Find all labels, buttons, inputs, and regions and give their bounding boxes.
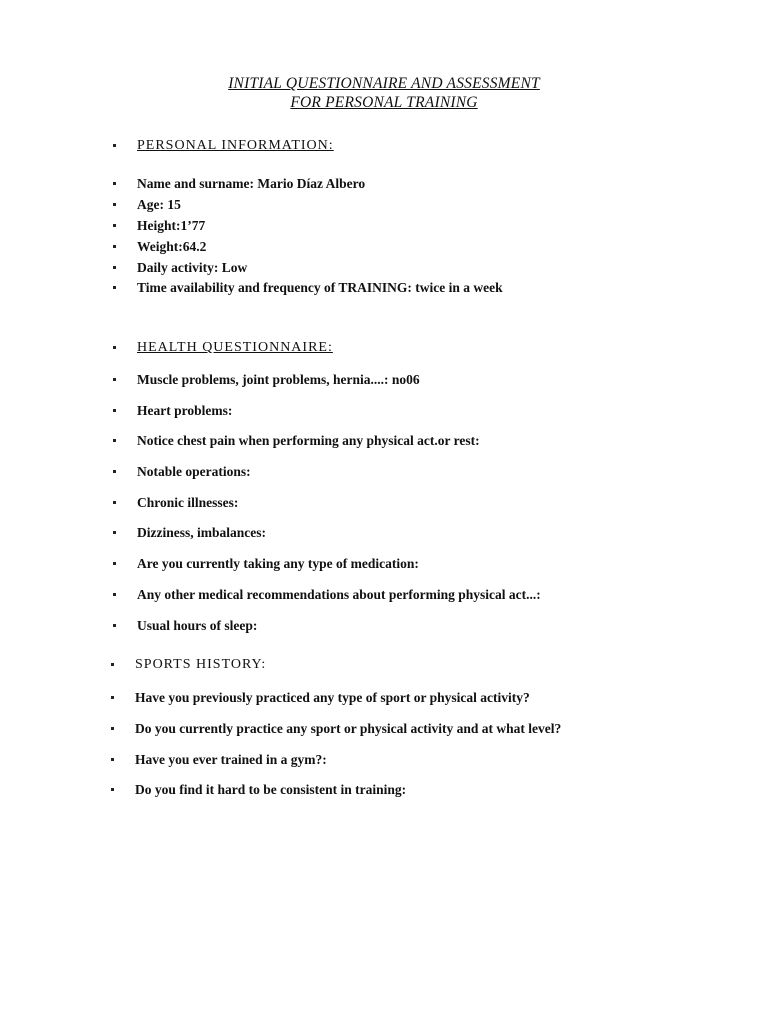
- personal-item-age: Age: 15: [137, 197, 181, 212]
- sports-item-current-practice: Do you currently practice any sport or physical activity and at what level?: [135, 721, 562, 736]
- title-line-2-text: FOR PERSONAL TRAINING: [290, 94, 478, 111]
- bullet-icon: [113, 562, 116, 565]
- bullet-icon: [113, 224, 116, 227]
- bullet-icon: [113, 409, 116, 412]
- bullet-icon: [111, 788, 114, 791]
- bullet-icon: [111, 696, 114, 699]
- bullet-icon: [113, 182, 116, 185]
- health-heading: HEALTH QUESTIONNAIRE:: [137, 340, 333, 355]
- sports-item-consistency: Do you find it hard to be consistent in training:: [135, 782, 407, 797]
- personal-item-height: Height:1’77: [137, 218, 206, 233]
- bullet-icon: [113, 531, 116, 534]
- personal-item-name: Name and surname: Mario Díaz Albero: [137, 176, 366, 191]
- health-item-muscle-problems: Muscle problems, joint problems, hernia....: no06: [137, 372, 420, 387]
- bullet-icon: [113, 439, 116, 442]
- bullet-icon: [113, 378, 116, 381]
- health-item-medical-recommendations: Any other medical recommendations about performing physical act...:: [137, 587, 541, 602]
- bullet-icon: [113, 593, 116, 596]
- personal-item-weight: Weight:64.2: [137, 239, 207, 254]
- sports-item-gym: Have you ever trained in a gym?:: [135, 752, 327, 767]
- bullet-icon: [111, 727, 114, 730]
- bullet-icon: [113, 501, 116, 504]
- health-item-operations: Notable operations:: [137, 464, 251, 479]
- bullet-icon: [113, 286, 116, 289]
- personal-item-time-availability: Time availability and frequency of TRAINING: twice in a week: [137, 280, 503, 295]
- personal-item-daily-activity: Daily activity: Low: [137, 260, 248, 275]
- bullet-icon: [113, 203, 116, 206]
- document-title-line-2: [0, 94, 768, 112]
- health-item-chest-pain: Notice chest pain when performing any physical act.or rest:: [137, 433, 480, 448]
- health-item-dizziness: Dizziness, imbalances:: [137, 525, 266, 540]
- document-title-line-1: [0, 75, 768, 93]
- bullet-icon: [113, 266, 116, 269]
- sports-item-previous-practice: Have you previously practiced any type of sport or physical activity?: [135, 690, 530, 705]
- bullet-icon: [113, 624, 116, 627]
- bullet-icon: [111, 663, 114, 666]
- health-item-sleep: Usual hours of sleep:: [137, 618, 258, 633]
- bullet-icon: [113, 470, 116, 473]
- personal-info-heading: PERSONAL INFORMATION:: [137, 138, 334, 153]
- bullet-icon: [113, 245, 116, 248]
- title-line-1-text: INITIAL QUESTIONNAIRE AND ASSESSMENT: [228, 75, 540, 92]
- health-item-heart-problems: Heart problems:: [137, 403, 233, 418]
- bullet-icon: [111, 758, 114, 761]
- health-item-medication: Are you currently taking any type of medication:: [137, 556, 419, 571]
- health-item-chronic-illnesses: Chronic illnesses:: [137, 495, 239, 510]
- bullet-icon: [113, 346, 116, 349]
- sports-heading: SPORTS HISTORY:: [135, 657, 267, 672]
- bullet-icon: [113, 144, 116, 147]
